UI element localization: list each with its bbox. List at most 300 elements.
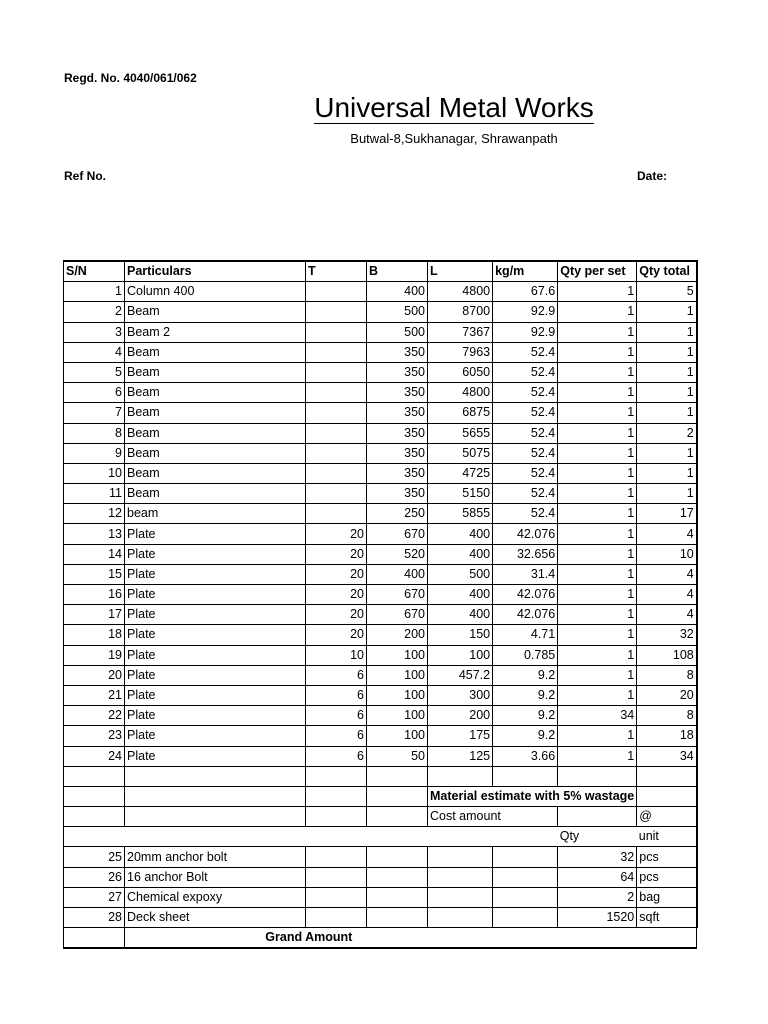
column-header: B — [367, 261, 428, 282]
value-cell: 2 — [558, 887, 637, 907]
estimate-table — [63, 260, 698, 949]
table-row — [64, 463, 697, 483]
table-row — [64, 282, 697, 302]
value-cell: 42.076 — [493, 524, 558, 544]
value-cell: 5 — [637, 282, 697, 302]
value-cell: 1 — [558, 342, 637, 362]
value-cell: 92.9 — [493, 302, 558, 322]
value-cell: 1 — [558, 443, 637, 463]
value-cell: 1 — [558, 524, 637, 544]
value-cell: 1 — [558, 625, 637, 645]
value-cell: 100 — [428, 645, 493, 665]
column-header: S/N — [64, 261, 125, 282]
empty-cell — [367, 867, 428, 887]
empty-cell — [637, 786, 697, 806]
value-cell: 20 — [306, 605, 367, 625]
empty-cell — [306, 807, 367, 827]
particulars-cell: Column 400 — [125, 282, 306, 302]
value-cell — [306, 484, 367, 504]
particulars-cell: Beam — [125, 383, 306, 403]
table-row — [64, 403, 697, 423]
grand-amount-label: Grand Amount — [125, 928, 493, 949]
particulars-cell: Plate — [125, 524, 306, 544]
column-header: T — [306, 261, 367, 282]
value-cell: 10 — [637, 544, 697, 564]
table-row — [64, 625, 697, 645]
table-row — [64, 423, 697, 443]
empty-cell — [493, 908, 558, 928]
value-cell: 92.9 — [493, 322, 558, 342]
value-cell — [306, 423, 367, 443]
value-cell: 1 — [558, 645, 637, 665]
value-cell: 100 — [367, 645, 428, 665]
particulars-cell: Plate — [125, 645, 306, 665]
value-cell: 350 — [367, 403, 428, 423]
empty-cell — [367, 766, 428, 786]
value-cell: 500 — [367, 322, 428, 342]
value-cell: 1 — [637, 362, 697, 382]
value-cell: 42.076 — [493, 605, 558, 625]
empty-cell — [64, 786, 125, 806]
value-cell: 42.076 — [493, 585, 558, 605]
particulars-cell: Beam — [125, 302, 306, 322]
value-cell: 3.66 — [493, 746, 558, 766]
value-cell: 100 — [367, 726, 428, 746]
empty-cell — [428, 766, 493, 786]
value-cell: 52.4 — [493, 423, 558, 443]
company-address — [0, 131, 768, 146]
value-cell: 400 — [428, 544, 493, 564]
value-cell: 350 — [367, 362, 428, 382]
empty-cell — [558, 766, 637, 786]
table-row — [64, 887, 697, 907]
empty-cell — [367, 887, 428, 907]
value-cell: 350 — [367, 484, 428, 504]
empty-cell — [125, 827, 558, 847]
unit-cell: pcs — [637, 847, 697, 867]
particulars-cell: Beam — [125, 362, 306, 382]
unit-cell: sqft — [637, 908, 697, 928]
particulars-cell: Beam — [125, 403, 306, 423]
table-row — [64, 665, 697, 685]
table-row — [64, 322, 697, 342]
value-cell: 9.2 — [493, 685, 558, 705]
empty-cell — [428, 887, 493, 907]
value-cell: 1 — [637, 302, 697, 322]
value-cell: 350 — [367, 463, 428, 483]
table-row — [64, 867, 697, 887]
value-cell: 400 — [367, 282, 428, 302]
value-cell: 1520 — [558, 908, 637, 928]
value-cell: 10 — [306, 645, 367, 665]
value-cell: 1 — [637, 443, 697, 463]
unit-label: unit — [637, 827, 697, 847]
value-cell: 350 — [367, 423, 428, 443]
value-cell: 100 — [367, 665, 428, 685]
particulars-cell: Beam — [125, 484, 306, 504]
table-row — [64, 685, 697, 705]
value-cell: 32 — [558, 847, 637, 867]
particulars-cell: Beam — [125, 443, 306, 463]
value-cell: 500 — [367, 302, 428, 322]
value-cell: 13 — [64, 524, 125, 544]
value-cell: 20 — [637, 685, 697, 705]
particulars-cell: Beam 2 — [125, 322, 306, 342]
table-body — [64, 261, 697, 948]
registration-number: Regd. No. 4040/061/062 — [64, 71, 197, 85]
value-cell: 6 — [306, 726, 367, 746]
unit-cell: bag — [637, 887, 697, 907]
value-cell: 9.2 — [493, 726, 558, 746]
value-cell: 11 — [64, 484, 125, 504]
value-cell: 9.2 — [493, 665, 558, 685]
value-cell: 5075 — [428, 443, 493, 463]
value-cell: 15 — [64, 564, 125, 584]
table-row — [64, 544, 697, 564]
company-name: Universal Metal Works — [314, 92, 594, 123]
value-cell: 24 — [64, 746, 125, 766]
value-cell — [306, 504, 367, 524]
value-cell: 175 — [428, 726, 493, 746]
table-row — [64, 585, 697, 605]
value-cell: 21 — [64, 685, 125, 705]
empty-cell — [493, 766, 558, 786]
value-cell: 400 — [428, 585, 493, 605]
value-cell: 4.71 — [493, 625, 558, 645]
empty-cell — [428, 867, 493, 887]
value-cell: 7 — [64, 403, 125, 423]
value-cell — [306, 342, 367, 362]
value-cell: 1 — [558, 282, 637, 302]
particulars-cell: Plate — [125, 746, 306, 766]
value-cell: 6 — [306, 685, 367, 705]
empty-cell — [64, 766, 125, 786]
column-header: Qty total — [637, 261, 697, 282]
value-cell: 8 — [637, 665, 697, 685]
particulars-cell: Plate — [125, 706, 306, 726]
estimate-label: Material estimate with 5% wastage — [428, 786, 637, 806]
value-cell: 400 — [428, 605, 493, 625]
value-cell: 19 — [64, 645, 125, 665]
empty-cell — [306, 867, 367, 887]
particulars-cell: Plate — [125, 564, 306, 584]
value-cell — [306, 443, 367, 463]
value-cell: 1 — [558, 726, 637, 746]
empty-cell — [306, 786, 367, 806]
value-cell: 150 — [428, 625, 493, 645]
value-cell: 20 — [64, 665, 125, 685]
value-cell: 52.4 — [493, 383, 558, 403]
empty-cell — [64, 928, 125, 949]
empty-cell — [306, 908, 367, 928]
value-cell: 17 — [637, 504, 697, 524]
value-cell: 1 — [64, 282, 125, 302]
value-cell: 4800 — [428, 282, 493, 302]
value-cell: 1 — [637, 322, 697, 342]
value-cell: 4800 — [428, 383, 493, 403]
empty-cell — [428, 908, 493, 928]
particulars-cell: Plate — [125, 685, 306, 705]
particulars-cell: Plate — [125, 726, 306, 746]
value-cell: 34 — [558, 706, 637, 726]
value-cell: 5855 — [428, 504, 493, 524]
value-cell: 20 — [306, 544, 367, 564]
empty-cell — [125, 807, 306, 827]
value-cell: 25 — [64, 847, 125, 867]
value-cell: 520 — [367, 544, 428, 564]
value-cell: 1 — [558, 746, 637, 766]
value-cell: 52.4 — [493, 342, 558, 362]
table-row — [64, 645, 697, 665]
value-cell: 100 — [367, 706, 428, 726]
table-row — [64, 605, 697, 625]
value-cell: 300 — [428, 685, 493, 705]
value-cell: 34 — [637, 746, 697, 766]
value-cell: 9.2 — [493, 706, 558, 726]
particulars-cell: beam — [125, 504, 306, 524]
unit-cell: pcs — [637, 867, 697, 887]
value-cell: 22 — [64, 706, 125, 726]
table-row — [64, 504, 697, 524]
table-row — [64, 383, 697, 403]
value-cell: 20 — [306, 625, 367, 645]
empty-cell — [367, 847, 428, 867]
column-header: Particulars — [125, 261, 306, 282]
value-cell: 18 — [64, 625, 125, 645]
empty-cell — [493, 928, 697, 949]
empty-cell — [64, 827, 125, 847]
particulars-cell: Deck sheet — [125, 908, 306, 928]
table-row — [64, 302, 697, 322]
value-cell: 1 — [558, 362, 637, 382]
value-cell: 9 — [64, 443, 125, 463]
table-row — [64, 443, 697, 463]
value-cell: 1 — [558, 423, 637, 443]
empty-row — [64, 766, 697, 786]
particulars-cell: Beam — [125, 463, 306, 483]
empty-cell — [637, 766, 697, 786]
value-cell — [306, 282, 367, 302]
empty-cell — [367, 786, 428, 806]
value-cell: 6 — [306, 746, 367, 766]
cost-label: Cost amount — [428, 807, 558, 827]
particulars-cell: Plate — [125, 605, 306, 625]
particulars-cell: 16 anchor Bolt — [125, 867, 306, 887]
value-cell: 457.2 — [428, 665, 493, 685]
value-cell: 1 — [558, 322, 637, 342]
value-cell: 4 — [64, 342, 125, 362]
value-cell: 6 — [306, 706, 367, 726]
value-cell: 20 — [306, 564, 367, 584]
particulars-cell: Beam — [125, 342, 306, 362]
value-cell: 12 — [64, 504, 125, 524]
value-cell: 670 — [367, 585, 428, 605]
value-cell: 32 — [637, 625, 697, 645]
value-cell: 4 — [637, 564, 697, 584]
table-row — [64, 908, 697, 928]
value-cell: 17 — [64, 605, 125, 625]
value-cell: 23 — [64, 726, 125, 746]
value-cell: 1 — [637, 342, 697, 362]
value-cell: 32.656 — [493, 544, 558, 564]
value-cell: 16 — [64, 585, 125, 605]
value-cell: 5 — [64, 362, 125, 382]
value-cell: 67.6 — [493, 282, 558, 302]
value-cell — [306, 463, 367, 483]
value-cell: 1 — [558, 605, 637, 625]
value-cell: 50 — [367, 746, 428, 766]
value-cell: 26 — [64, 867, 125, 887]
empty-cell — [125, 766, 306, 786]
value-cell: 6050 — [428, 362, 493, 382]
value-cell: 1 — [558, 685, 637, 705]
value-cell: 28 — [64, 908, 125, 928]
value-cell: 6 — [306, 665, 367, 685]
empty-cell — [558, 807, 637, 827]
value-cell: 8700 — [428, 302, 493, 322]
value-cell: 52.4 — [493, 362, 558, 382]
value-cell: 108 — [637, 645, 697, 665]
value-cell: 7367 — [428, 322, 493, 342]
particulars-cell: Chemical expoxy — [125, 887, 306, 907]
column-header: Qty per set — [558, 261, 637, 282]
value-cell: 31.4 — [493, 564, 558, 584]
value-cell — [306, 403, 367, 423]
value-cell — [306, 322, 367, 342]
value-cell: 100 — [367, 685, 428, 705]
estimate-row — [64, 786, 697, 806]
value-cell: 6 — [64, 383, 125, 403]
particulars-cell: Plate — [125, 625, 306, 645]
particulars-cell: 20mm anchor bolt — [125, 847, 306, 867]
empty-cell — [493, 887, 558, 907]
value-cell: 4725 — [428, 463, 493, 483]
table-row — [64, 746, 697, 766]
value-cell: 1 — [637, 463, 697, 483]
value-cell: 10 — [64, 463, 125, 483]
value-cell: 670 — [367, 605, 428, 625]
value-cell: 1 — [558, 484, 637, 504]
value-cell: 200 — [367, 625, 428, 645]
particulars-cell: Beam — [125, 423, 306, 443]
value-cell: 7963 — [428, 342, 493, 362]
value-cell: 14 — [64, 544, 125, 564]
value-cell: 4 — [637, 605, 697, 625]
value-cell: 20 — [306, 524, 367, 544]
value-cell: 1 — [558, 463, 637, 483]
value-cell: 52.4 — [493, 463, 558, 483]
table-row — [64, 564, 697, 584]
empty-cell — [493, 867, 558, 887]
value-cell — [306, 362, 367, 382]
value-cell: 8 — [637, 706, 697, 726]
company-title — [0, 92, 768, 124]
qty-label: Qty — [558, 827, 637, 847]
value-cell: 1 — [558, 383, 637, 403]
value-cell: 350 — [367, 383, 428, 403]
value-cell — [306, 383, 367, 403]
at-label: @ — [637, 807, 697, 827]
value-cell: 18 — [637, 726, 697, 746]
table-row — [64, 726, 697, 746]
value-cell: 670 — [367, 524, 428, 544]
value-cell: 5655 — [428, 423, 493, 443]
value-cell: 4 — [637, 524, 697, 544]
value-cell: 4 — [637, 585, 697, 605]
table-row — [64, 342, 697, 362]
column-header: L — [428, 261, 493, 282]
table-row — [64, 847, 697, 867]
value-cell: 1 — [558, 665, 637, 685]
table-row — [64, 706, 697, 726]
date-label: Date: — [637, 169, 668, 183]
table-header-row — [64, 261, 697, 282]
table-row — [64, 484, 697, 504]
table-row — [64, 524, 697, 544]
value-cell: 1 — [637, 383, 697, 403]
value-cell: 52.4 — [493, 443, 558, 463]
empty-cell — [428, 847, 493, 867]
value-cell: 6875 — [428, 403, 493, 423]
value-cell: 64 — [558, 867, 637, 887]
qty-unit-row — [64, 827, 697, 847]
value-cell: 1 — [558, 544, 637, 564]
value-cell: 3 — [64, 322, 125, 342]
value-cell: 350 — [367, 443, 428, 463]
address-text: Butwal-8,Sukhanagar, Shrawanpath — [350, 131, 558, 146]
empty-cell — [306, 847, 367, 867]
value-cell: 200 — [428, 706, 493, 726]
value-cell: 400 — [428, 524, 493, 544]
value-cell: 52.4 — [493, 504, 558, 524]
particulars-cell: Plate — [125, 544, 306, 564]
value-cell: 8 — [64, 423, 125, 443]
value-cell — [306, 302, 367, 322]
particulars-cell: Plate — [125, 665, 306, 685]
value-cell: 400 — [367, 564, 428, 584]
ref-label: Ref No. — [64, 169, 106, 183]
value-cell: 250 — [367, 504, 428, 524]
value-cell: 1 — [558, 302, 637, 322]
particulars-cell: Plate — [125, 585, 306, 605]
value-cell: 1 — [558, 585, 637, 605]
column-header: kg/m — [493, 261, 558, 282]
value-cell: 1 — [558, 403, 637, 423]
value-cell: 1 — [637, 484, 697, 504]
empty-cell — [367, 908, 428, 928]
cost-row — [64, 807, 697, 827]
value-cell: 2 — [64, 302, 125, 322]
empty-cell — [367, 807, 428, 827]
value-cell: 27 — [64, 887, 125, 907]
value-cell: 0.785 — [493, 645, 558, 665]
empty-cell — [125, 786, 306, 806]
empty-cell — [306, 887, 367, 907]
value-cell: 350 — [367, 342, 428, 362]
value-cell: 1 — [558, 504, 637, 524]
value-cell: 500 — [428, 564, 493, 584]
value-cell: 2 — [637, 423, 697, 443]
value-cell: 1 — [558, 564, 637, 584]
value-cell: 5150 — [428, 484, 493, 504]
grand-row — [64, 928, 697, 949]
value-cell: 52.4 — [493, 484, 558, 504]
value-cell: 52.4 — [493, 403, 558, 423]
value-cell: 1 — [637, 403, 697, 423]
empty-cell — [493, 847, 558, 867]
value-cell: 20 — [306, 585, 367, 605]
table-row — [64, 362, 697, 382]
